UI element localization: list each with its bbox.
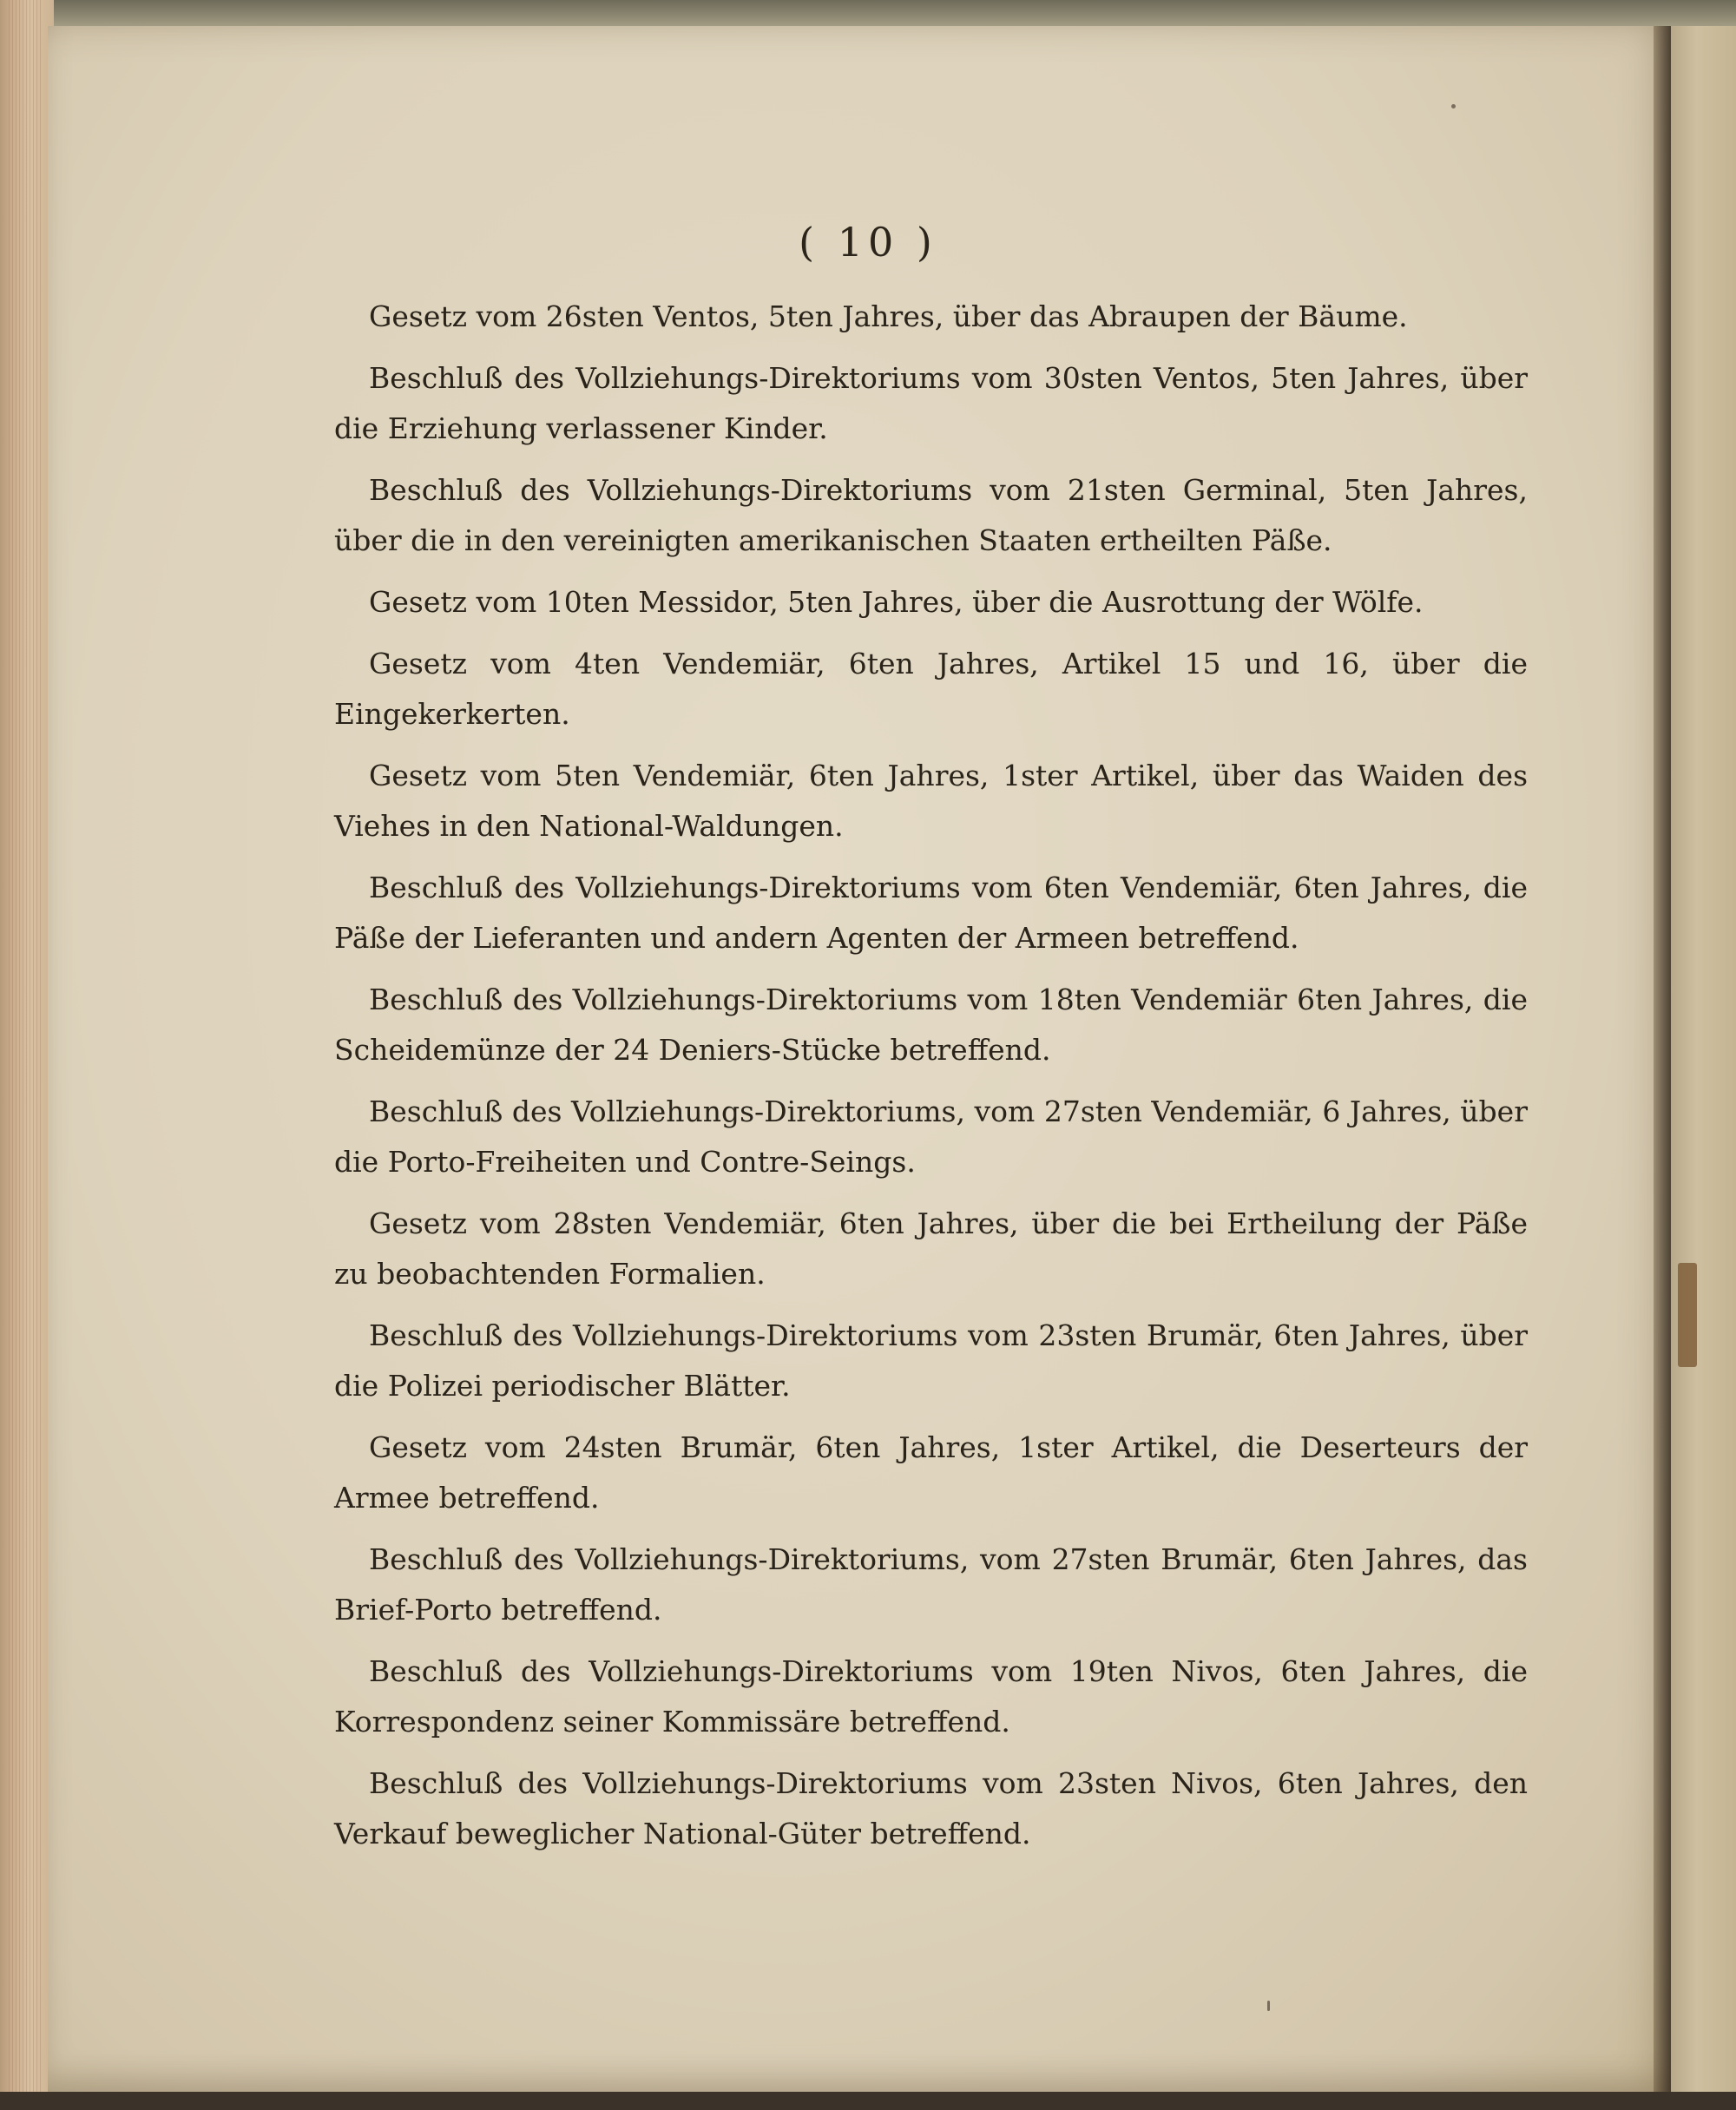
law-entry: Gesetz vom 28sten Vendemiär, 6ten Jahres, über die bei Ertheilung der Päße zu beobachtenden Formalien. bbox=[334, 1206, 1528, 1291]
page-gutter bbox=[1654, 26, 1671, 2092]
law-entry: Beschluß des Vollziehungs-Direktoriums vom 18ten Vendemiär 6ten Jahres, die Scheidemünze der 24 Deniers-Stücke betreffend. bbox=[334, 983, 1528, 1067]
law-entry: Beschluß des Vollziehungs-Direktoriums vom 30sten Ventos, 5ten Jahres, über die Erziehung verlassener Kinder. bbox=[334, 361, 1528, 445]
law-entry: Beschluß des Vollziehungs-Direktoriums vom 23sten Brumär, 6ten Jahres, über die Polizei periodischer Blätter. bbox=[334, 1318, 1528, 1403]
law-entry: Beschluß des Vollziehungs-Direktoriums vom 19ten Nivos, 6ten Jahres, die Korrespondenz seiner Kommissäre betreffend. bbox=[334, 1654, 1528, 1739]
law-entry: Beschluß des Vollziehungs-Direktoriums vom 21sten Germinal, 5ten Jahres, über die in den vereinigten amerikanischen Staaten ertheilten Päße. bbox=[334, 473, 1528, 557]
law-entry: Gesetz vom 5ten Vendemiär, 6ten Jahres, 1ster Artikel, über das Waiden des Viehes in den National-Waldungen. bbox=[334, 759, 1528, 843]
text-body bbox=[334, 292, 1528, 1870]
law-entry: Beschluß des Vollziehungs-Direktoriums vom 23sten Nivos, 6ten Jahres, den Verkauf beweglicher National-Güter betreffend. bbox=[334, 1766, 1528, 1850]
law-entry: Beschluß des Vollziehungs-Direktoriums, vom 27sten Vendemiär, 6 Jahres, über die Porto-Freiheiten und Contre-Seings. bbox=[334, 1094, 1528, 1179]
law-entry: Beschluß des Vollziehungs-Direktoriums, vom 27sten Brumär, 6ten Jahres, das Brief-Porto betreffend. bbox=[334, 1542, 1528, 1627]
next-page-edge bbox=[1671, 26, 1736, 2092]
page-number: ( 10 ) bbox=[799, 219, 937, 266]
paper-speck bbox=[1267, 2001, 1270, 2011]
page-marker bbox=[1678, 1263, 1697, 1367]
book-bottom-edge bbox=[0, 2092, 1736, 2110]
law-entry: Beschluß des Vollziehungs-Direktoriums vom 6ten Vendemiär, 6ten Jahres, die Päße der Lieferanten und andern Agenten der Armeen betreffend. bbox=[334, 871, 1528, 955]
law-entry: Gesetz vom 4ten Vendemiär, 6ten Jahres, Artikel 15 und 16, über die Eingekerkerten. bbox=[334, 647, 1528, 731]
law-entry: Gesetz vom 26sten Ventos, 5ten Jahres, über das Abraupen der Bäume. bbox=[369, 299, 1408, 333]
paper-speck bbox=[1451, 104, 1456, 108]
law-entry: Gesetz vom 10ten Messidor, 5ten Jahres, über die Ausrottung der Wölfe. bbox=[369, 585, 1424, 619]
book-left-edge bbox=[0, 0, 54, 2110]
law-entry: Gesetz vom 24sten Brumär, 6ten Jahres, 1ster Artikel, die Deserteurs der Armee betreffend. bbox=[334, 1430, 1528, 1515]
